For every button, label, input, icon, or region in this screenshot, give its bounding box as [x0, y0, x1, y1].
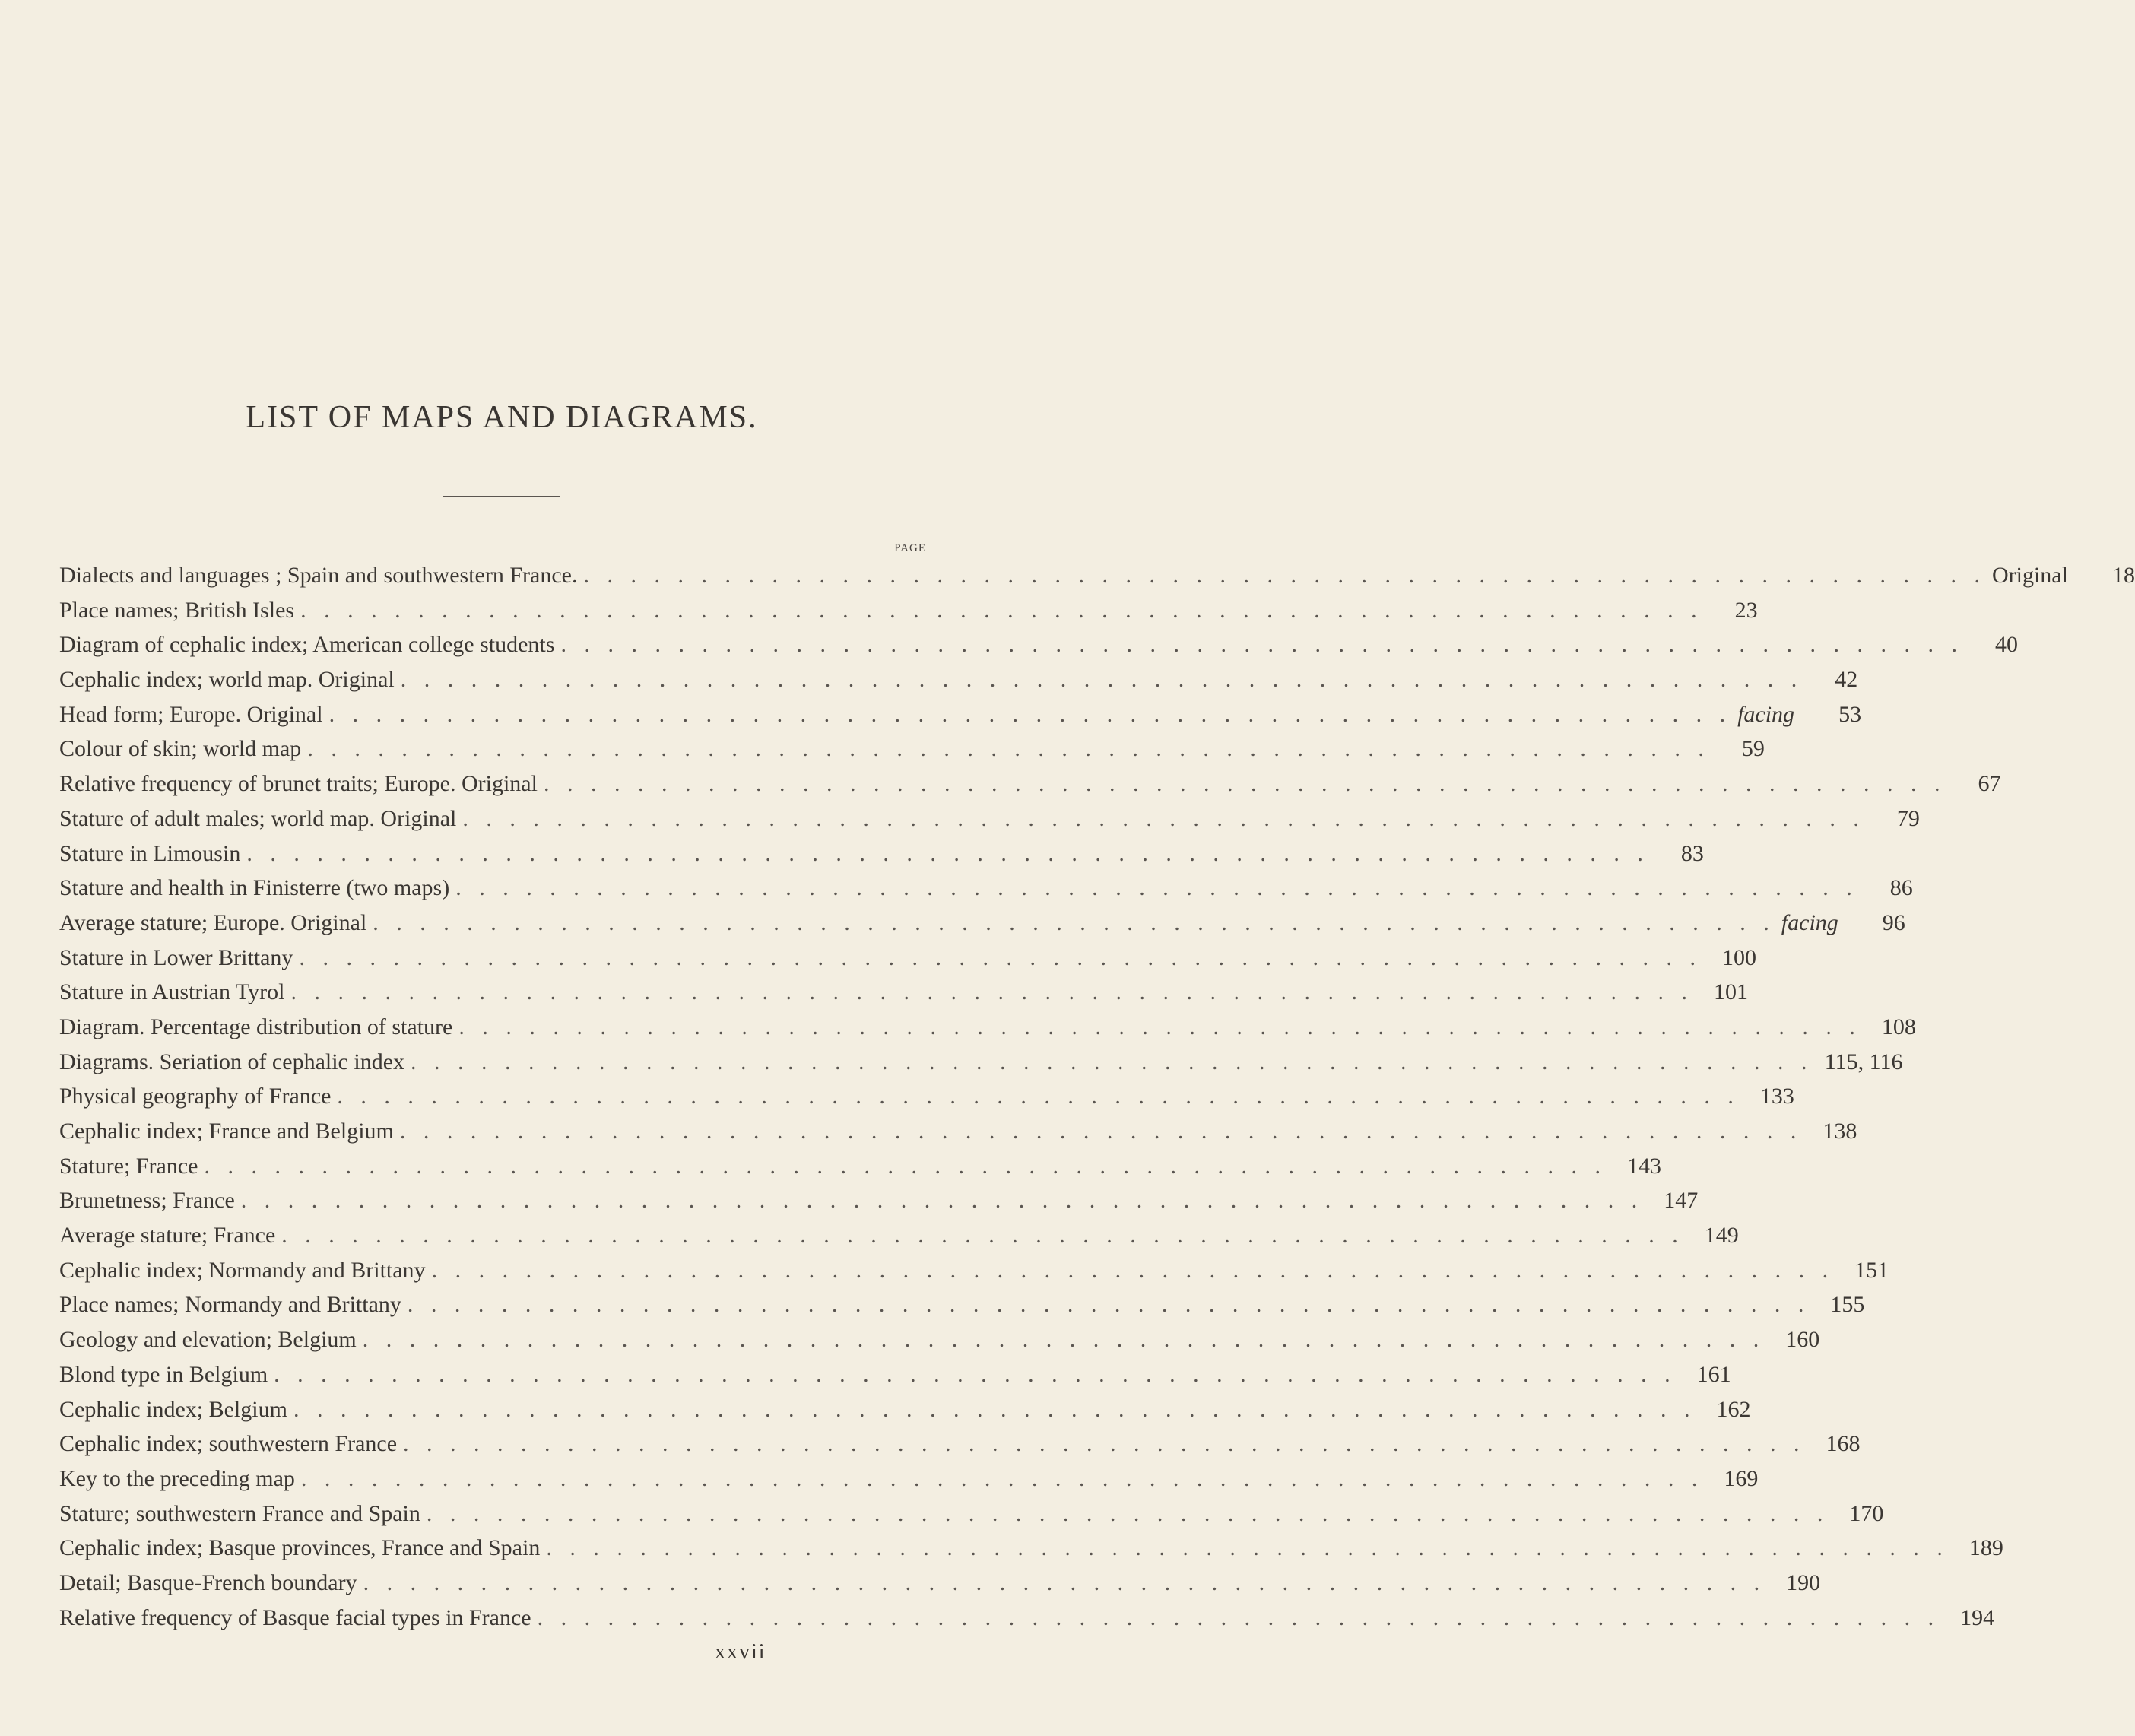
entry-title: Stature in Lower Brittany	[59, 944, 293, 970]
entry-page: 101	[1713, 979, 1748, 1005]
maps-diagrams-list	[59, 558, 2135, 1635]
entry-page: 40	[1994, 632, 2018, 658]
entry-page: 189	[1968, 1535, 2003, 1561]
entry-title: Cephalic index; Belgium	[59, 1396, 287, 1422]
list-item	[59, 1601, 1995, 1636]
dot-leader: . . . . . . . . . . . . . . . . . . . . . . . . . . . . . . . . . . . . . . . . . . . . . . . . . . . . . . . . . . . .	[546, 1535, 1949, 1561]
list-item	[59, 1218, 1739, 1253]
entry-page: 155	[1830, 1292, 1865, 1318]
dot-leader: . . . . . . . . . . . . . . . . . . . . . . . . . . . . . . . . . . . . . . . . . . . . . . . . . . . . . . . . . . . .	[399, 1119, 1803, 1144]
entry-title: Cephalic index; France and Belgium	[59, 1119, 394, 1144]
entry-page: 194	[1960, 1604, 1995, 1630]
list-item	[59, 593, 1758, 628]
list-item	[59, 1045, 1903, 1080]
entry-page: 133	[1759, 1084, 1794, 1109]
entry-page: 83	[1680, 840, 1704, 866]
entry-title: Cephalic index; Basque provinces, France and Spain	[59, 1535, 541, 1561]
dot-leader: . . . . . . . . . . . . . . . . . . . . . . . . . . . . . . . . . . . . . . . . . . . . . . . . . . . . . . . . . . . .	[240, 1188, 1644, 1214]
entry-page: 160	[1785, 1327, 1820, 1353]
list-item	[59, 941, 1756, 976]
entry-title: Key to the preceding map	[59, 1465, 295, 1491]
entry-page: 147	[1664, 1188, 1699, 1214]
list-item	[59, 1496, 1884, 1531]
entry-title: Diagram. Percentage distribution of stature	[59, 1014, 453, 1039]
entry-title: Stature; southwestern France and Spain	[59, 1500, 420, 1526]
dot-leader: . . . . . . . . . . . . . . . . . . . . . . . . . . . . . . . . . . . . . . . . . . . . . . . . . . . . . . . . . . . .	[362, 1327, 1765, 1353]
entry-title: Cephalic index; world map. Original	[59, 667, 395, 693]
entry-page: 190	[1786, 1569, 1821, 1595]
entry-note: facing	[1737, 701, 1795, 727]
list-item	[59, 1010, 1916, 1045]
entry-page: 138	[1823, 1119, 1857, 1144]
list-item	[59, 558, 2135, 593]
entry-title: Brunetness; France	[59, 1188, 235, 1214]
list-item	[59, 1287, 1865, 1322]
dot-leader: . . . . . . . . . . . . . . . . . . . . . . . . . . . . . . . . . . . . . . . . . . . . . . . . . . . . . . . . . . . .	[407, 1292, 1810, 1318]
entry-page: 170	[1849, 1500, 1884, 1526]
dot-leader: . . . . . . . . . . . . . . . . . . . . . . . . . . . . . . . . . . . . . . . . . . . . . . . . . . . . . . . . . . . .	[462, 805, 1865, 831]
entry-page: 162	[1716, 1396, 1751, 1422]
entry-title: Average stature; Europe. Original	[59, 909, 367, 935]
page-title: LIST OF MAPS AND DIAGRAMS.	[246, 400, 758, 435]
folio-area	[0, 1640, 1080, 1671]
dot-leader: . . . . . . . . . . . . . . . . . . . . . . . . . . . . . . . . . . . . . . . . . . . . . . . . . . . . . . . . . . . .	[543, 771, 1946, 797]
entry-page: 67	[1978, 771, 2001, 797]
list-item	[59, 1531, 2003, 1566]
entry-page: 79	[1896, 805, 1920, 831]
dot-leader: . . . . . . . . . . . . . . . . . . . . . . . . . . . . . . . . . . . . . . . . . . . . . . . . . . . . . . . . . . . .	[300, 597, 1703, 623]
page-folio: xxvii	[715, 1640, 766, 1664]
entry-title: Diagram of cephalic index; American college students	[59, 632, 555, 658]
dot-leader: . . . . . . . . . . . . . . . . . . . . . . . . . . . . . . . . . . . . . . . . . . . . . . . . . . . . . . . . . . . .	[400, 667, 1803, 693]
list-item	[59, 1461, 1759, 1496]
entry-title: Average stature; France	[59, 1223, 276, 1249]
entry-title: Detail; Basque-French boundary	[59, 1569, 357, 1595]
dot-leader: . . . . . . . . . . . . . . . . . . . . . . . . . . . . . . . . . . . . . . . . . . . . . . . . . . . . . . . . . . . .	[328, 701, 1732, 727]
entry-title: Relative frequency of brunet traits; Europe. Original	[59, 771, 538, 797]
entry-title: Stature in Limousin	[59, 840, 241, 866]
dot-leader: . . . . . . . . . . . . . . . . . . . . . . . . . . . . . . . . . . . . . . . . . . . . . . . . . . . . . . . . . . . .	[426, 1500, 1829, 1526]
entry-title: Relative frequency of Basque facial types in France	[59, 1604, 531, 1630]
entry-page: 115, 116	[1824, 1049, 1903, 1074]
dot-leader: . . . . . . . . . . . . . . . . . . . . . . . . . . . . . . . . . . . . . . . . . . . . . . . . . . . . . . . . . . . .	[363, 1569, 1766, 1595]
dot-leader: . . . . . . . . . . . . . . . . . . . . . . . . . . . . . . . . . . . . . . . . . . . . . . . . . . . . . . . . . . . .	[583, 563, 1986, 588]
entry-title: Stature in Austrian Tyrol	[59, 979, 285, 1005]
dot-leader: . . . . . . . . . . . . . . . . . . . . . . . . . . . . . . . . . . . . . . . . . . . . . . . . . . . . . . . . . . . .	[307, 736, 1710, 762]
entry-title: Dialects and languages ; Spain and southwestern France.	[59, 563, 578, 588]
entry-title: Diagrams. Seriation of cephalic index	[59, 1049, 405, 1074]
entry-title: Stature and health in Finisterre (two maps)	[59, 875, 450, 901]
entry-page: 161	[1696, 1361, 1731, 1387]
dot-leader: . . . . . . . . . . . . . . . . . . . . . . . . . . . . . . . . . . . . . . . . . . . . . . . . . . . . . . . . . . . .	[537, 1604, 1940, 1630]
list-item	[59, 1253, 1889, 1288]
list-item	[59, 1079, 1794, 1114]
list-item	[59, 871, 1913, 906]
list-item	[59, 1357, 1731, 1392]
entry-page: 100	[1721, 944, 1756, 970]
dot-leader: . . . . . . . . . . . . . . . . . . . . . . . . . . . . . . . . . . . . . . . . . . . . . . . . . . . . . . . . . . . .	[431, 1257, 1835, 1283]
dot-leader: . . . . . . . . . . . . . . . . . . . . . . . . . . . . . . . . . . . . . . . . . . . . . . . . . . . . . . . . . . . .	[458, 1014, 1861, 1039]
page-column-header: PAGE	[894, 542, 926, 554]
entry-note: facing	[1781, 909, 1838, 935]
entry-title: Place names; Normandy and Brittany	[59, 1292, 401, 1318]
dot-leader: . . . . . . . . . . . . . . . . . . . . . . . . . . . . . . . . . . . . . . . . . . . . . . . . . . . . . . . . . . . .	[293, 1396, 1696, 1422]
title-rule	[443, 496, 560, 497]
list-item	[59, 1183, 1699, 1218]
entry-page: 149	[1704, 1223, 1739, 1249]
list-item	[59, 766, 2001, 801]
entry-title: Cephalic index; Normandy and Brittany	[59, 1257, 426, 1283]
dot-leader: . . . . . . . . . . . . . . . . . . . . . . . . . . . . . . . . . . . . . . . . . . . . . . . . . . . . . . . . . . . .	[290, 979, 1693, 1005]
list-item	[59, 975, 1748, 1010]
entry-note: Original	[1991, 563, 2068, 588]
entry-page: 53	[1838, 701, 1862, 727]
entry-title: Stature; France	[59, 1153, 198, 1179]
list-item	[59, 906, 1905, 941]
entry-page: 96	[1882, 909, 1905, 935]
dot-leader: . . . . . . . . . . . . . . . . . . . . . . . . . . . . . . . . . . . . . . . . . . . . . . . . . . . . . . . . . . . .	[411, 1049, 1813, 1074]
entry-title: Stature of adult males; world map. Original	[59, 805, 457, 831]
dot-leader: . . . . . . . . . . . . . . . . . . . . . . . . . . . . . . . . . . . . . . . . . . . . . . . . . . . . . . . . . . . .	[403, 1431, 1806, 1457]
entry-title: Colour of skin; world map	[59, 736, 302, 762]
entry-title: Geology and elevation; Belgium	[59, 1327, 357, 1353]
dot-leader: . . . . . . . . . . . . . . . . . . . . . . . . . . . . . . . . . . . . . . . . . . . . . . . . . . . . . . . . . . . .	[281, 1223, 1684, 1249]
dot-leader: . . . . . . . . . . . . . . . . . . . . . . . . . . . . . . . . . . . . . . . . . . . . . . . . . . . . . . . . . . . .	[299, 944, 1702, 970]
list-item	[59, 836, 1704, 871]
list-item	[59, 627, 2018, 662]
entry-title: Blond type in Belgium	[59, 1361, 268, 1387]
entry-page: 59	[1741, 736, 1765, 762]
list-item	[59, 1322, 1820, 1357]
list-item	[59, 1392, 1751, 1427]
entry-page: 169	[1724, 1465, 1759, 1491]
list-item	[59, 1566, 1821, 1601]
list-item	[59, 697, 1862, 732]
entry-page: 168	[1826, 1431, 1861, 1457]
entry-page: 18	[2111, 563, 2135, 588]
list-item	[59, 1427, 1861, 1461]
dot-leader: . . . . . . . . . . . . . . . . . . . . . . . . . . . . . . . . . . . . . . . . . . . . . . . . . . . . . . . . . . . .	[337, 1084, 1740, 1109]
dot-leader: . . . . . . . . . . . . . . . . . . . . . . . . . . . . . . . . . . . . . . . . . . . . . . . . . . . . . . . . . . . .	[373, 909, 1775, 935]
list-item	[59, 801, 1920, 836]
list-item	[59, 1114, 1857, 1149]
entry-page: 23	[1734, 597, 1758, 623]
dot-leader: . . . . . . . . . . . . . . . . . . . . . . . . . . . . . . . . . . . . . . . . . . . . . . . . . . . . . . . . . . . .	[246, 840, 1649, 866]
list-item	[59, 662, 1858, 697]
dot-leader: . . . . . . . . . . . . . . . . . . . . . . . . . . . . . . . . . . . . . . . . . . . . . . . . . . . . . . . . . . . .	[455, 875, 1858, 901]
entry-page: 108	[1881, 1014, 1916, 1039]
list-item	[59, 1149, 1661, 1184]
entry-page: 42	[1835, 667, 1858, 693]
entry-page: 151	[1854, 1257, 1889, 1283]
dot-leader: . . . . . . . . . . . . . . . . . . . . . . . . . . . . . . . . . . . . . . . . . . . . . . . . . . . . . . . . . . . .	[560, 632, 1963, 658]
dot-leader: . . . . . . . . . . . . . . . . . . . . . . . . . . . . . . . . . . . . . . . . . . . . . . . . . . . . . . . . . . . .	[204, 1153, 1607, 1179]
dot-leader: . . . . . . . . . . . . . . . . . . . . . . . . . . . . . . . . . . . . . . . . . . . . . . . . . . . . . . . . . . . .	[300, 1465, 1704, 1491]
entry-title: Place names; British Isles	[59, 597, 295, 623]
entry-page: 86	[1889, 875, 1913, 901]
entry-title: Cephalic index; southwestern France	[59, 1431, 398, 1457]
entry-title: Head form; Europe. Original	[59, 701, 323, 727]
entry-page: 143	[1626, 1153, 1661, 1179]
list-item	[59, 732, 1765, 766]
dot-leader: . . . . . . . . . . . . . . . . . . . . . . . . . . . . . . . . . . . . . . . . . . . . . . . . . . . . . . . . . . . .	[274, 1361, 1677, 1387]
entry-title: Physical geography of France	[59, 1084, 332, 1109]
